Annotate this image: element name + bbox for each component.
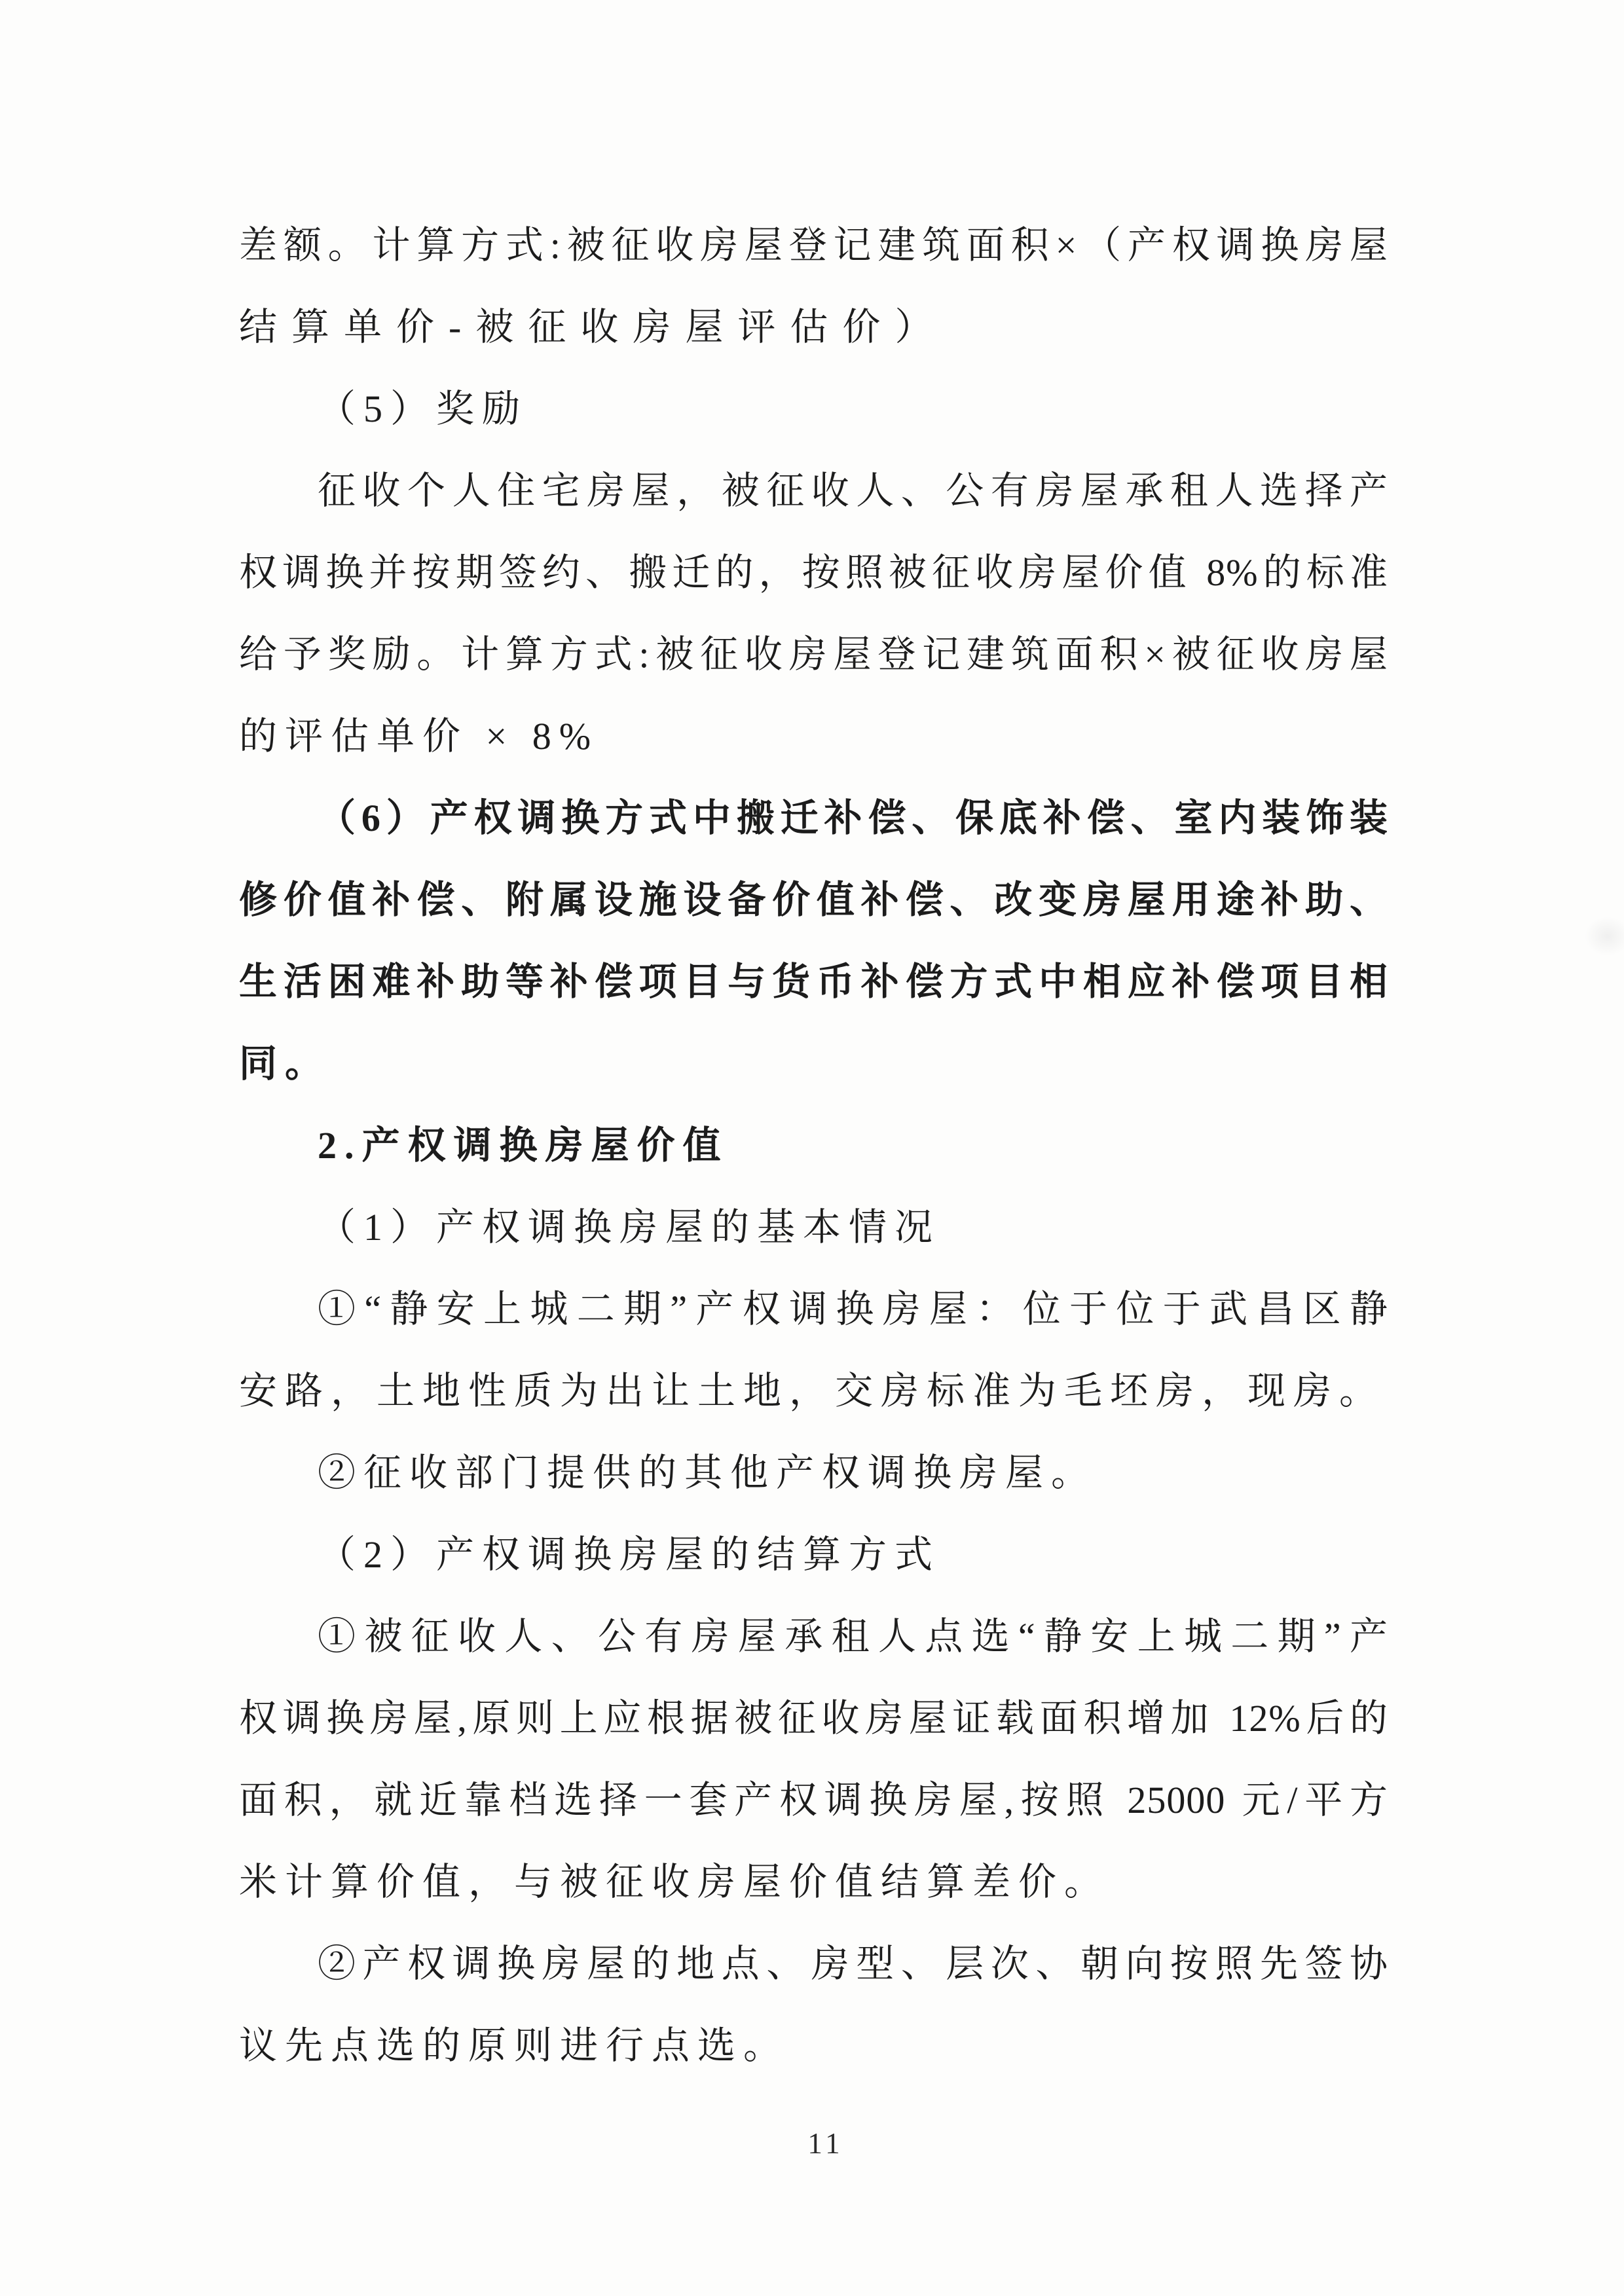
text-line: 权调换并按期签约、搬迁的，按照被征收房屋价值 8%的标准 xyxy=(239,551,1388,594)
text-line: 生活困难补助等补偿项目与货币补偿方式中相应补偿项目相 xyxy=(239,960,1388,1003)
text-line: ②征收部门提供的其他产权调换房屋。 xyxy=(318,1451,1098,1494)
text-line: 面积，就近靠档选择一套产权调换房屋,按照 25000 元/平方 xyxy=(239,1779,1388,1821)
text-line: 修价值补偿、附属设施设备价值补偿、改变房屋用途补助、 xyxy=(239,879,1388,921)
text-line: 米计算价值，与被征收房屋价值结算差价。 xyxy=(239,1861,1111,1903)
text-line: 安路，土地性质为出让土地，交房标准为毛坯房，现房。 xyxy=(239,1370,1386,1412)
item-1-heading: （1）产权调换房屋的基本情况 xyxy=(318,1206,941,1248)
text-line: 的评估单价 × 8% xyxy=(239,715,599,757)
body-text xyxy=(239,204,1388,2086)
page-number: 11 xyxy=(807,2127,844,2160)
item-2-heading: （2）产权调换房屋的结算方式 xyxy=(318,1533,941,1576)
text-line: 征收个人住宅房屋，被征收人、公有房屋承租人选择产 xyxy=(318,469,1388,512)
text-line: ②产权调换房屋的地点、房型、层次、朝向按照先签协 xyxy=(318,1942,1388,1985)
text-line: 议先点选的原则进行点选。 xyxy=(239,2024,790,2067)
text-line: 同。 xyxy=(239,1042,331,1085)
text-line: ①“静安上城二期”产权调换房屋：位于位于武昌区静 xyxy=(318,1288,1388,1330)
text-line: 差额。计算方式:被征收房屋登记建筑面积×（产权调换房屋 xyxy=(239,224,1388,266)
item-6-heading-line: （6）产权调换方式中搬迁补偿、保底补偿、室内装饰装 xyxy=(318,797,1388,839)
text-line: ①被征收人、公有房屋承租人点选“静安上城二期”产 xyxy=(318,1615,1388,1658)
text-line: 权调换房屋,原则上应根据被征收房屋证载面积增加 12%后的 xyxy=(239,1697,1388,1740)
text-line: 给予奖励。计算方式:被征收房屋登记建筑面积×被征收房屋 xyxy=(239,633,1388,676)
item-5-heading: （5）奖励 xyxy=(318,388,528,430)
section-2-heading: 2.产权调换房屋价值 xyxy=(318,1124,729,1167)
text-line: 结算单价-被征收房屋评估价） xyxy=(239,306,948,348)
scan-smudge xyxy=(1585,917,1624,956)
